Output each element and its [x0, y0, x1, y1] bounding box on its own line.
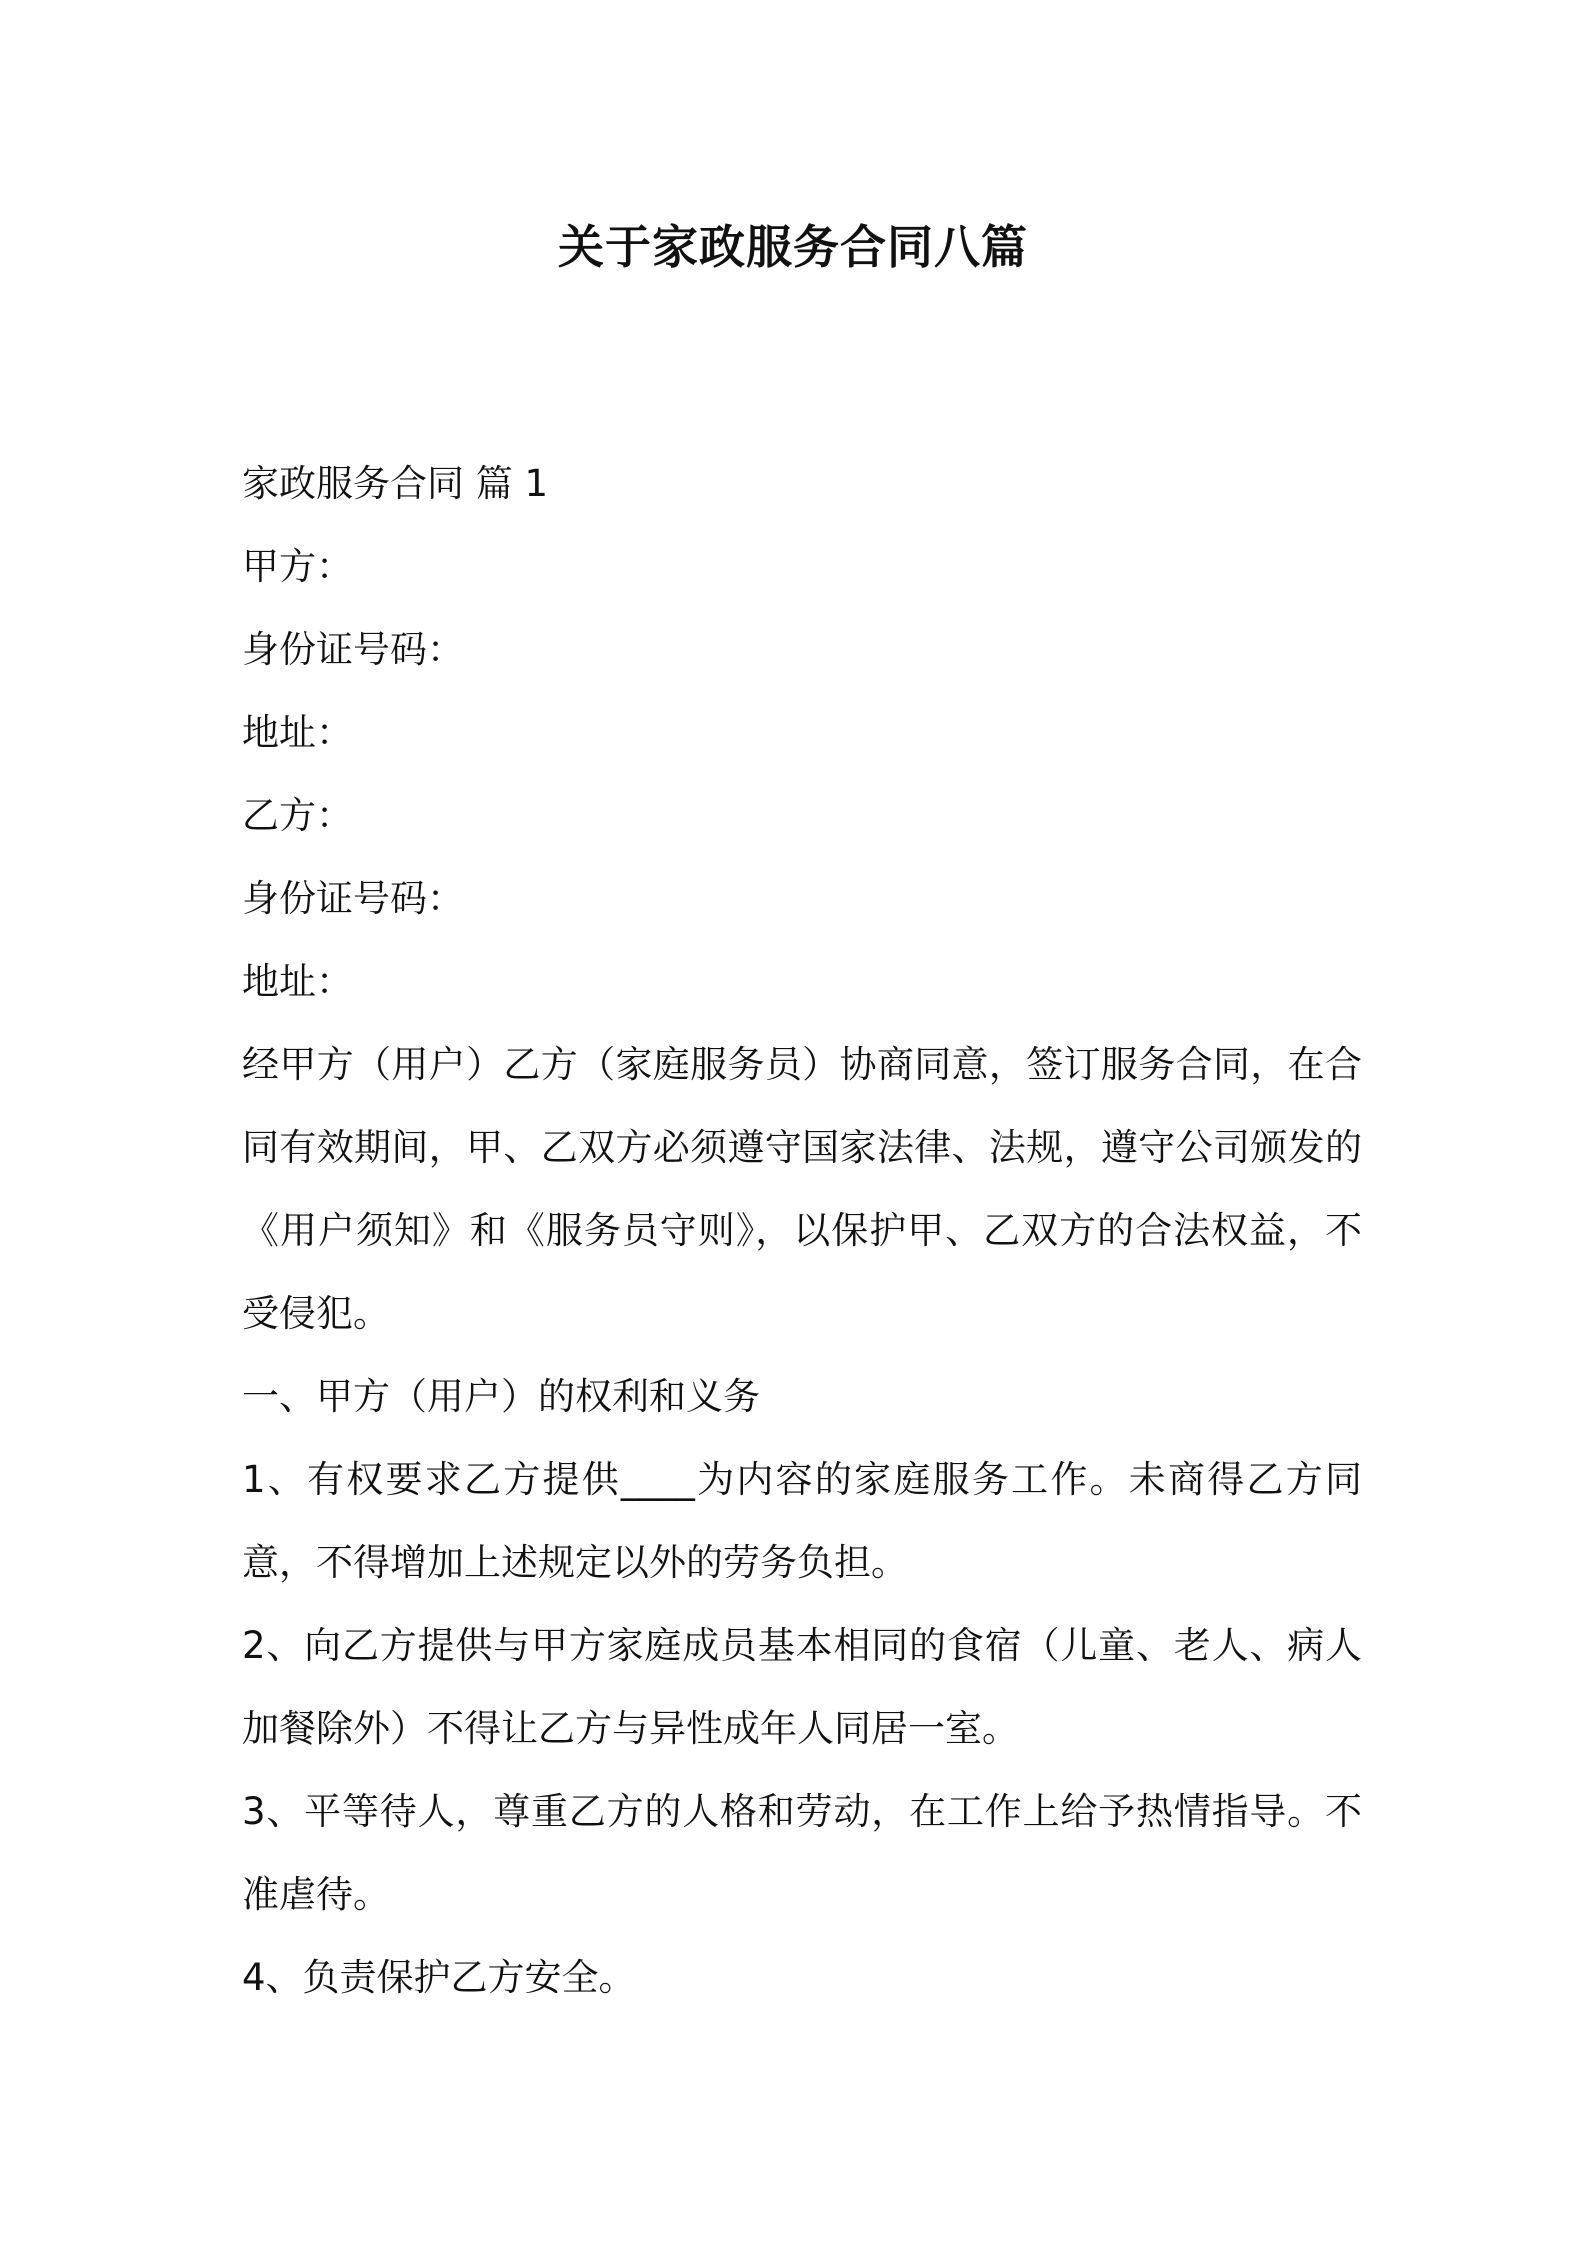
- party-a-id-label: 身份证号码：: [242, 628, 464, 671]
- section-heading: 家政服务合同 篇 1: [242, 462, 549, 505]
- clause-item: 2、向乙方提供与甲方家庭成员基本相同的食宿（儿童、老人、病人加餐除外）不得让乙方与异性成年人同居一室。: [242, 1624, 1362, 1750]
- party-b-id-label: 身份证号码：: [242, 877, 464, 920]
- clause-item: 4、负责保护乙方安全。: [242, 1956, 636, 1999]
- clause-item: 3、平等待人，尊重乙方的人格和劳动，在工作上给予热情指导。不准虐待。: [242, 1790, 1362, 1916]
- party-b-address-label: 地址：: [242, 960, 353, 1003]
- clause-item: 1、有权要求乙方提供____为内容的家庭服务工作。未商得乙方同意，不得增加上述规定以外的劳务负担。: [242, 1458, 1362, 1584]
- party-a-label: 甲方：: [242, 545, 353, 588]
- document-title: 关于家政服务合同八篇: [558, 220, 1028, 274]
- clause-heading: 一、甲方（用户）的权利和义务: [242, 1375, 760, 1418]
- document-body: [242, 442, 1362, 2019]
- party-a-address-label: 地址：: [242, 711, 353, 754]
- party-b-label: 乙方：: [242, 794, 353, 837]
- preamble-paragraph: 经甲方（用户）乙方（家庭服务员）协商同意，签订服务合同，在合同有效期间，甲、乙双方必须遵守国家法律、法规，遵守公司颁发的《用户须知》和《服务员守则》，以保护甲、乙双方的合法权益，不受侵犯。: [242, 1043, 1362, 1335]
